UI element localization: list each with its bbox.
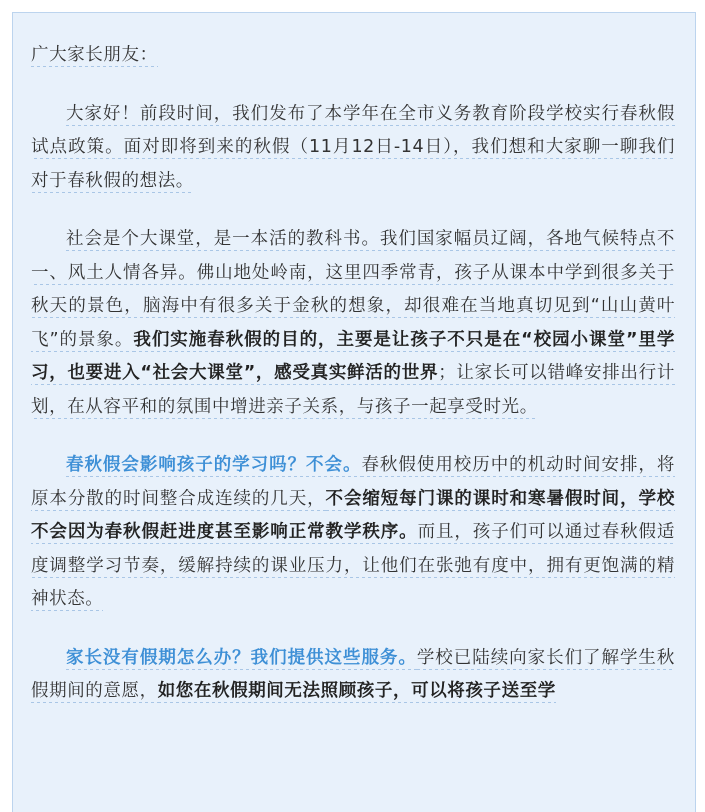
greeting-text: 广大家长朋友： bbox=[31, 45, 158, 69]
study-impact-text: 春秋假使用校历中的机动时间安排，将原本分散的时间整合成连续的几天， bbox=[31, 455, 675, 513]
study-impact-text-end: 而且，孩子们可以通过春秋假适度调整学习节奏，缓解持续的课业压力，让他们在张弛有度中，拥有更饱满的精神状态。 bbox=[31, 522, 675, 613]
paragraph-purpose-text-end: ；让家长可以错峰安排出行计划，在从容平和的氛围中增进亲子关系，与孩子一起享受时光。 bbox=[31, 363, 675, 421]
paragraph-intro bbox=[31, 98, 675, 199]
parent-services-text: 学校已陆续向家长们了解学生秋假期间的意愿， bbox=[31, 648, 675, 706]
greeting-paragraph bbox=[31, 39, 675, 73]
study-impact-question: 春秋假会影响孩子的学习吗？不会。 bbox=[66, 455, 361, 479]
paragraph-purpose-bold: 我们实施春秋假的目的，主要是让孩子不只是在“校园小课堂”里学习，也要进入“社会大课堂”，感受真实鲜活的世界 bbox=[31, 330, 675, 388]
article-card bbox=[12, 12, 696, 812]
parent-services-bold: 如您在秋假期间无法照顾孩子，可以将孩子送至学 bbox=[158, 681, 556, 705]
paragraph-intro-text: 大家好！前段时间，我们发布了本学年在全市义务教育阶段学校实行春秋假试点政策。面对即将到来的秋假（11月12日-14日），我们想和大家聊一聊我们对于春秋假的想法。 bbox=[31, 104, 675, 195]
paragraph-parent-services bbox=[31, 642, 675, 709]
study-impact-bold: 不会缩短每门课的课时和寒暑假时间，学校不会因为春秋假赶进度甚至影响正常教学秩序。 bbox=[31, 489, 675, 547]
paragraph-purpose-text: 社会是个大课堂，是一本活的教科书。我们国家幅员辽阔，各地气候特点不一、风土人情各异。佛山地处岭南，这里四季常青，孩子从课本中学到很多关于秋天的景色，脑海中有很多关于金秋的想象，却很难在当地真切见到“山山黄叶飞”的景象。 bbox=[31, 229, 675, 354]
parent-services-question: 家长没有假期怎么办？我们提供这些服务。 bbox=[66, 648, 417, 672]
paragraph-study-impact bbox=[31, 449, 675, 617]
paragraph-purpose bbox=[31, 223, 675, 424]
